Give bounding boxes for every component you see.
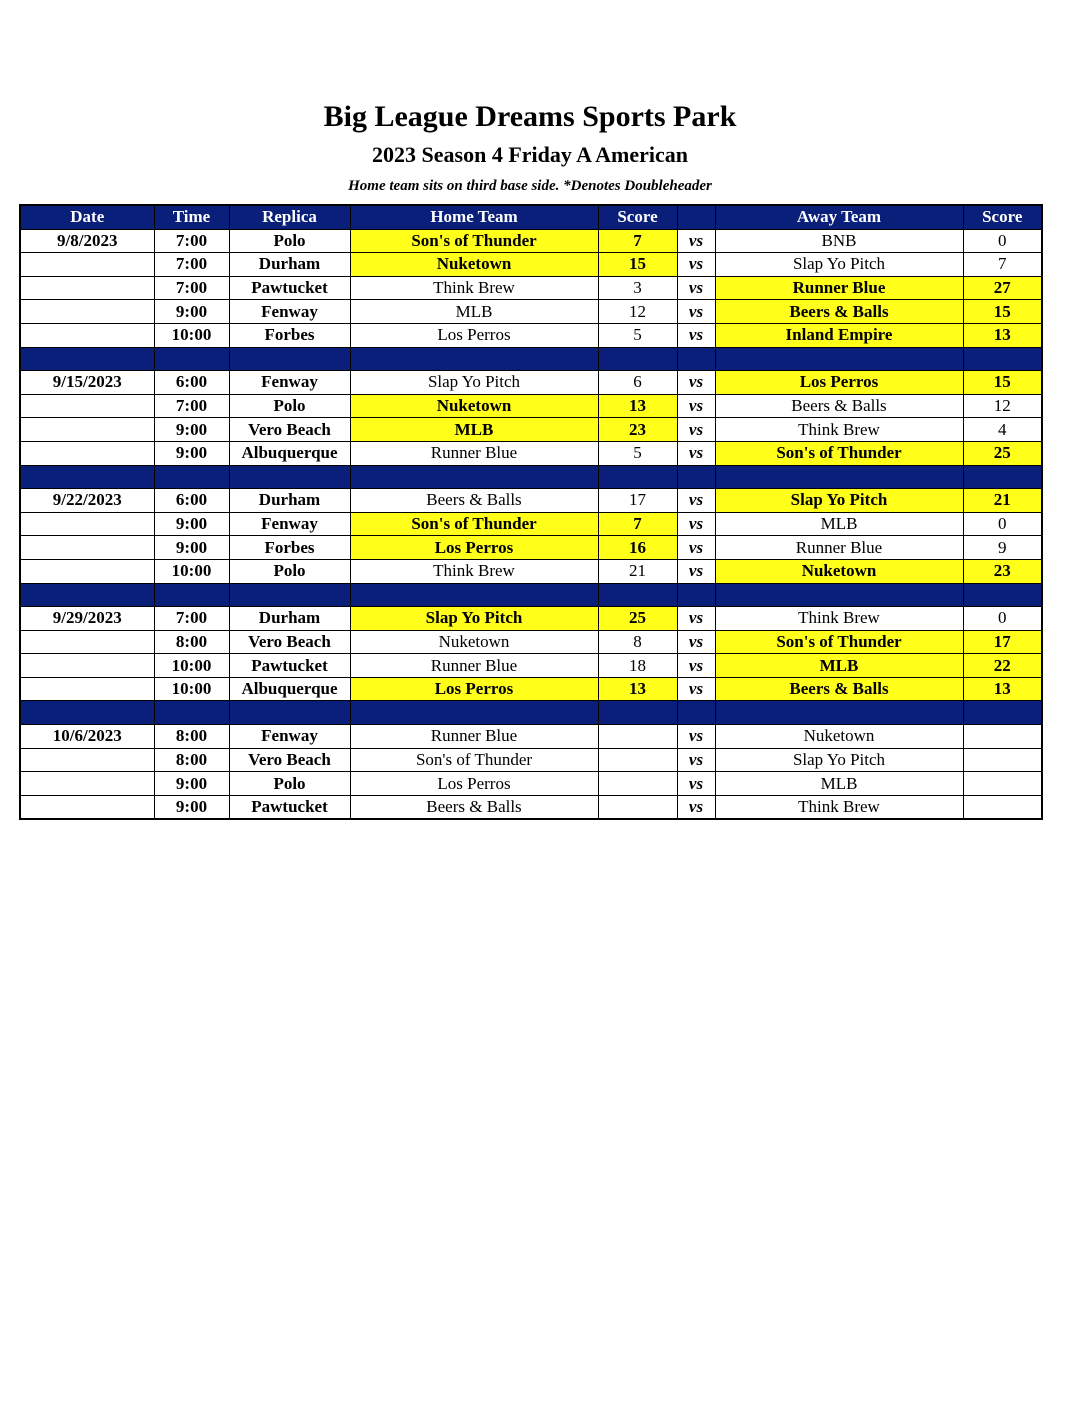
separator-cell bbox=[154, 347, 229, 371]
replica-cell: Fenway bbox=[229, 512, 350, 536]
home-score-cell bbox=[598, 725, 677, 749]
away-score-cell: 4 bbox=[963, 418, 1042, 442]
home-score-cell: 5 bbox=[598, 323, 677, 347]
home-team-cell: Think Brew bbox=[350, 559, 598, 583]
home-score-cell: 21 bbox=[598, 559, 677, 583]
vs-cell: vs bbox=[677, 276, 715, 300]
date-cell bbox=[20, 394, 154, 418]
page-title: Big League Dreams Sports Park bbox=[323, 100, 737, 133]
separator-cell bbox=[963, 583, 1042, 607]
table-row bbox=[20, 300, 1042, 324]
home-team-cell: Nuketown bbox=[350, 394, 598, 418]
column-header-replica: Replica bbox=[229, 205, 350, 229]
replica-cell: Vero Beach bbox=[229, 748, 350, 772]
time-cell: 9:00 bbox=[154, 512, 229, 536]
separator-cell bbox=[598, 347, 677, 371]
date-cell bbox=[20, 323, 154, 347]
date-cell bbox=[20, 441, 154, 465]
replica-cell: Vero Beach bbox=[229, 630, 350, 654]
vs-cell: vs bbox=[677, 795, 715, 819]
time-cell: 9:00 bbox=[154, 772, 229, 796]
vs-cell: vs bbox=[677, 654, 715, 678]
home-score-cell: 3 bbox=[598, 276, 677, 300]
table-row bbox=[20, 654, 1042, 678]
replica-cell: Forbes bbox=[229, 323, 350, 347]
time-cell: 7:00 bbox=[154, 607, 229, 631]
separator-cell bbox=[677, 347, 715, 371]
table-header-row bbox=[20, 205, 1042, 229]
date-cell bbox=[20, 654, 154, 678]
schedule-table bbox=[19, 204, 1043, 820]
away-team-cell: Think Brew bbox=[715, 795, 963, 819]
column-header-home-team: Home Team bbox=[350, 205, 598, 229]
date-cell bbox=[20, 772, 154, 796]
separator-cell bbox=[963, 465, 1042, 489]
away-team-cell: Runner Blue bbox=[715, 536, 963, 560]
away-team-cell: BNB bbox=[715, 229, 963, 253]
away-team-cell: Runner Blue bbox=[715, 276, 963, 300]
home-team-cell: Nuketown bbox=[350, 253, 598, 277]
home-score-cell: 18 bbox=[598, 654, 677, 678]
away-score-cell: 7 bbox=[963, 253, 1042, 277]
table-row bbox=[20, 536, 1042, 560]
vs-cell: vs bbox=[677, 630, 715, 654]
date-cell bbox=[20, 276, 154, 300]
home-team-cell: Think Brew bbox=[350, 276, 598, 300]
away-score-cell: 15 bbox=[963, 300, 1042, 324]
column-header-home-score: Score bbox=[598, 205, 677, 229]
home-team-cell: MLB bbox=[350, 418, 598, 442]
away-team-cell: Slap Yo Pitch bbox=[715, 253, 963, 277]
home-team-cell: Son's of Thunder bbox=[350, 229, 598, 253]
home-team-cell: Runner Blue bbox=[350, 654, 598, 678]
time-cell: 8:00 bbox=[154, 725, 229, 749]
time-cell: 7:00 bbox=[154, 394, 229, 418]
separator-cell bbox=[677, 465, 715, 489]
replica-cell: Vero Beach bbox=[229, 418, 350, 442]
separator-cell bbox=[229, 347, 350, 371]
vs-cell: vs bbox=[677, 418, 715, 442]
table-row bbox=[20, 418, 1042, 442]
replica-cell: Durham bbox=[229, 607, 350, 631]
separator-cell bbox=[350, 583, 598, 607]
home-team-cell: Runner Blue bbox=[350, 725, 598, 749]
table-row bbox=[20, 772, 1042, 796]
replica-cell: Pawtucket bbox=[229, 654, 350, 678]
away-team-cell: Los Perros bbox=[715, 371, 963, 395]
vs-cell: vs bbox=[677, 394, 715, 418]
replica-cell: Albuquerque bbox=[229, 677, 350, 701]
separator-cell bbox=[715, 347, 963, 371]
separator-cell bbox=[677, 583, 715, 607]
week-separator-row bbox=[20, 347, 1042, 371]
replica-cell: Durham bbox=[229, 489, 350, 513]
date-cell bbox=[20, 300, 154, 324]
time-cell: 9:00 bbox=[154, 536, 229, 560]
time-cell: 9:00 bbox=[154, 418, 229, 442]
home-team-cell: Los Perros bbox=[350, 772, 598, 796]
home-score-cell: 15 bbox=[598, 253, 677, 277]
away-team-cell: Beers & Balls bbox=[715, 300, 963, 324]
column-header-time: Time bbox=[154, 205, 229, 229]
table-row bbox=[20, 630, 1042, 654]
time-cell: 7:00 bbox=[154, 253, 229, 277]
vs-cell: vs bbox=[677, 536, 715, 560]
replica-cell: Polo bbox=[229, 559, 350, 583]
away-score-cell bbox=[963, 772, 1042, 796]
away-team-cell: Beers & Balls bbox=[715, 677, 963, 701]
separator-cell bbox=[598, 583, 677, 607]
replica-cell: Fenway bbox=[229, 725, 350, 749]
separator-cell bbox=[350, 701, 598, 725]
away-team-cell: Think Brew bbox=[715, 607, 963, 631]
replica-cell: Pawtucket bbox=[229, 276, 350, 300]
home-score-cell: 6 bbox=[598, 371, 677, 395]
away-team-cell: MLB bbox=[715, 772, 963, 796]
time-cell: 8:00 bbox=[154, 630, 229, 654]
table-row bbox=[20, 559, 1042, 583]
home-team-cell: Los Perros bbox=[350, 323, 598, 347]
time-cell: 7:00 bbox=[154, 229, 229, 253]
away-score-cell bbox=[963, 795, 1042, 819]
time-cell: 9:00 bbox=[154, 441, 229, 465]
separator-cell bbox=[229, 701, 350, 725]
week-separator-row bbox=[20, 465, 1042, 489]
vs-cell: vs bbox=[677, 323, 715, 347]
vs-cell: vs bbox=[677, 559, 715, 583]
date-cell: 9/29/2023 bbox=[20, 607, 154, 631]
vs-cell: vs bbox=[677, 677, 715, 701]
away-team-cell: Nuketown bbox=[715, 559, 963, 583]
away-score-cell: 13 bbox=[963, 677, 1042, 701]
time-cell: 10:00 bbox=[154, 677, 229, 701]
date-cell bbox=[20, 559, 154, 583]
away-score-cell: 13 bbox=[963, 323, 1042, 347]
header-note: Home team sits on third base side. *Denotes Doubleheader bbox=[348, 178, 712, 194]
home-team-cell: Beers & Balls bbox=[350, 489, 598, 513]
vs-cell: vs bbox=[677, 253, 715, 277]
home-score-cell: 5 bbox=[598, 441, 677, 465]
date-cell: 9/8/2023 bbox=[20, 229, 154, 253]
time-cell: 7:00 bbox=[154, 276, 229, 300]
away-team-cell: Son's of Thunder bbox=[715, 441, 963, 465]
table-row bbox=[20, 371, 1042, 395]
column-header-vs bbox=[677, 205, 715, 229]
away-team-cell: Slap Yo Pitch bbox=[715, 748, 963, 772]
table-row bbox=[20, 748, 1042, 772]
table-row bbox=[20, 489, 1042, 513]
home-team-cell: Los Perros bbox=[350, 677, 598, 701]
away-score-cell bbox=[963, 725, 1042, 749]
vs-cell: vs bbox=[677, 489, 715, 513]
vs-cell: vs bbox=[677, 748, 715, 772]
date-cell bbox=[20, 253, 154, 277]
home-team-cell: Son's of Thunder bbox=[350, 512, 598, 536]
away-score-cell: 0 bbox=[963, 607, 1042, 631]
home-score-cell bbox=[598, 772, 677, 796]
separator-cell bbox=[963, 701, 1042, 725]
separator-cell bbox=[350, 465, 598, 489]
date-cell bbox=[20, 536, 154, 560]
separator-cell bbox=[154, 583, 229, 607]
away-team-cell: Slap Yo Pitch bbox=[715, 489, 963, 513]
home-team-cell: Slap Yo Pitch bbox=[350, 371, 598, 395]
away-score-cell: 22 bbox=[963, 654, 1042, 678]
vs-cell: vs bbox=[677, 725, 715, 749]
away-score-cell: 23 bbox=[963, 559, 1042, 583]
replica-cell: Durham bbox=[229, 253, 350, 277]
table-row bbox=[20, 229, 1042, 253]
separator-cell bbox=[598, 465, 677, 489]
home-score-cell: 23 bbox=[598, 418, 677, 442]
vs-cell: vs bbox=[677, 441, 715, 465]
home-team-cell: Slap Yo Pitch bbox=[350, 607, 598, 631]
date-cell: 10/6/2023 bbox=[20, 725, 154, 749]
away-team-cell: Beers & Balls bbox=[715, 394, 963, 418]
home-score-cell: 25 bbox=[598, 607, 677, 631]
time-cell: 9:00 bbox=[154, 300, 229, 324]
away-team-cell: Nuketown bbox=[715, 725, 963, 749]
table-row bbox=[20, 677, 1042, 701]
separator-cell bbox=[598, 701, 677, 725]
away-team-cell: Inland Empire bbox=[715, 323, 963, 347]
separator-cell bbox=[715, 701, 963, 725]
home-score-cell: 12 bbox=[598, 300, 677, 324]
away-score-cell: 12 bbox=[963, 394, 1042, 418]
home-score-cell: 7 bbox=[598, 512, 677, 536]
away-score-cell: 15 bbox=[963, 371, 1042, 395]
home-score-cell: 17 bbox=[598, 489, 677, 513]
date-cell bbox=[20, 630, 154, 654]
away-team-cell: MLB bbox=[715, 512, 963, 536]
date-cell bbox=[20, 795, 154, 819]
time-cell: 10:00 bbox=[154, 559, 229, 583]
home-team-cell: Beers & Balls bbox=[350, 795, 598, 819]
column-header-date: Date bbox=[20, 205, 154, 229]
away-score-cell: 0 bbox=[963, 229, 1042, 253]
away-team-cell: Think Brew bbox=[715, 418, 963, 442]
vs-cell: vs bbox=[677, 229, 715, 253]
away-score-cell: 17 bbox=[963, 630, 1042, 654]
separator-cell bbox=[350, 347, 598, 371]
home-team-cell: Runner Blue bbox=[350, 441, 598, 465]
away-team-cell: MLB bbox=[715, 654, 963, 678]
table-row bbox=[20, 394, 1042, 418]
time-cell: 6:00 bbox=[154, 371, 229, 395]
replica-cell: Fenway bbox=[229, 371, 350, 395]
table-row bbox=[20, 512, 1042, 536]
column-header-away-score: Score bbox=[963, 205, 1042, 229]
away-score-cell bbox=[963, 748, 1042, 772]
separator-cell bbox=[715, 465, 963, 489]
home-team-cell: MLB bbox=[350, 300, 598, 324]
replica-cell: Fenway bbox=[229, 300, 350, 324]
table-row bbox=[20, 795, 1042, 819]
separator-cell bbox=[20, 583, 154, 607]
date-cell bbox=[20, 418, 154, 442]
away-score-cell: 25 bbox=[963, 441, 1042, 465]
home-score-cell: 7 bbox=[598, 229, 677, 253]
time-cell: 9:00 bbox=[154, 795, 229, 819]
replica-cell: Polo bbox=[229, 229, 350, 253]
home-team-cell: Son's of Thunder bbox=[350, 748, 598, 772]
week-separator-row bbox=[20, 583, 1042, 607]
table-row bbox=[20, 253, 1042, 277]
home-score-cell: 16 bbox=[598, 536, 677, 560]
home-team-cell: Los Perros bbox=[350, 536, 598, 560]
vs-cell: vs bbox=[677, 300, 715, 324]
date-cell: 9/22/2023 bbox=[20, 489, 154, 513]
table-row bbox=[20, 607, 1042, 631]
away-score-cell: 9 bbox=[963, 536, 1042, 560]
date-cell: 9/15/2023 bbox=[20, 371, 154, 395]
week-separator-row bbox=[20, 701, 1042, 725]
vs-cell: vs bbox=[677, 371, 715, 395]
separator-cell bbox=[20, 347, 154, 371]
away-score-cell: 27 bbox=[963, 276, 1042, 300]
time-cell: 10:00 bbox=[154, 654, 229, 678]
separator-cell bbox=[677, 701, 715, 725]
separator-cell bbox=[963, 347, 1042, 371]
home-score-cell: 8 bbox=[598, 630, 677, 654]
home-score-cell: 13 bbox=[598, 394, 677, 418]
separator-cell bbox=[20, 465, 154, 489]
replica-cell: Polo bbox=[229, 394, 350, 418]
away-score-cell: 21 bbox=[963, 489, 1042, 513]
separator-cell bbox=[154, 465, 229, 489]
time-cell: 6:00 bbox=[154, 489, 229, 513]
separator-cell bbox=[20, 701, 154, 725]
separator-cell bbox=[229, 465, 350, 489]
away-team-cell: Son's of Thunder bbox=[715, 630, 963, 654]
time-cell: 10:00 bbox=[154, 323, 229, 347]
replica-cell: Pawtucket bbox=[229, 795, 350, 819]
home-score-cell: 13 bbox=[598, 677, 677, 701]
replica-cell: Polo bbox=[229, 772, 350, 796]
away-score-cell: 0 bbox=[963, 512, 1042, 536]
vs-cell: vs bbox=[677, 512, 715, 536]
date-cell bbox=[20, 748, 154, 772]
date-cell bbox=[20, 677, 154, 701]
replica-cell: Albuquerque bbox=[229, 441, 350, 465]
separator-cell bbox=[715, 583, 963, 607]
table-row bbox=[20, 441, 1042, 465]
separator-cell bbox=[229, 583, 350, 607]
vs-cell: vs bbox=[677, 772, 715, 796]
table-row bbox=[20, 276, 1042, 300]
replica-cell: Forbes bbox=[229, 536, 350, 560]
table-row bbox=[20, 323, 1042, 347]
home-team-cell: Nuketown bbox=[350, 630, 598, 654]
page-subtitle: 2023 Season 4 Friday A American bbox=[372, 142, 688, 167]
separator-cell bbox=[154, 701, 229, 725]
home-score-cell bbox=[598, 748, 677, 772]
home-score-cell bbox=[598, 795, 677, 819]
column-header-away-team: Away Team bbox=[715, 205, 963, 229]
time-cell: 8:00 bbox=[154, 748, 229, 772]
vs-cell: vs bbox=[677, 607, 715, 631]
date-cell bbox=[20, 512, 154, 536]
table-row bbox=[20, 725, 1042, 749]
